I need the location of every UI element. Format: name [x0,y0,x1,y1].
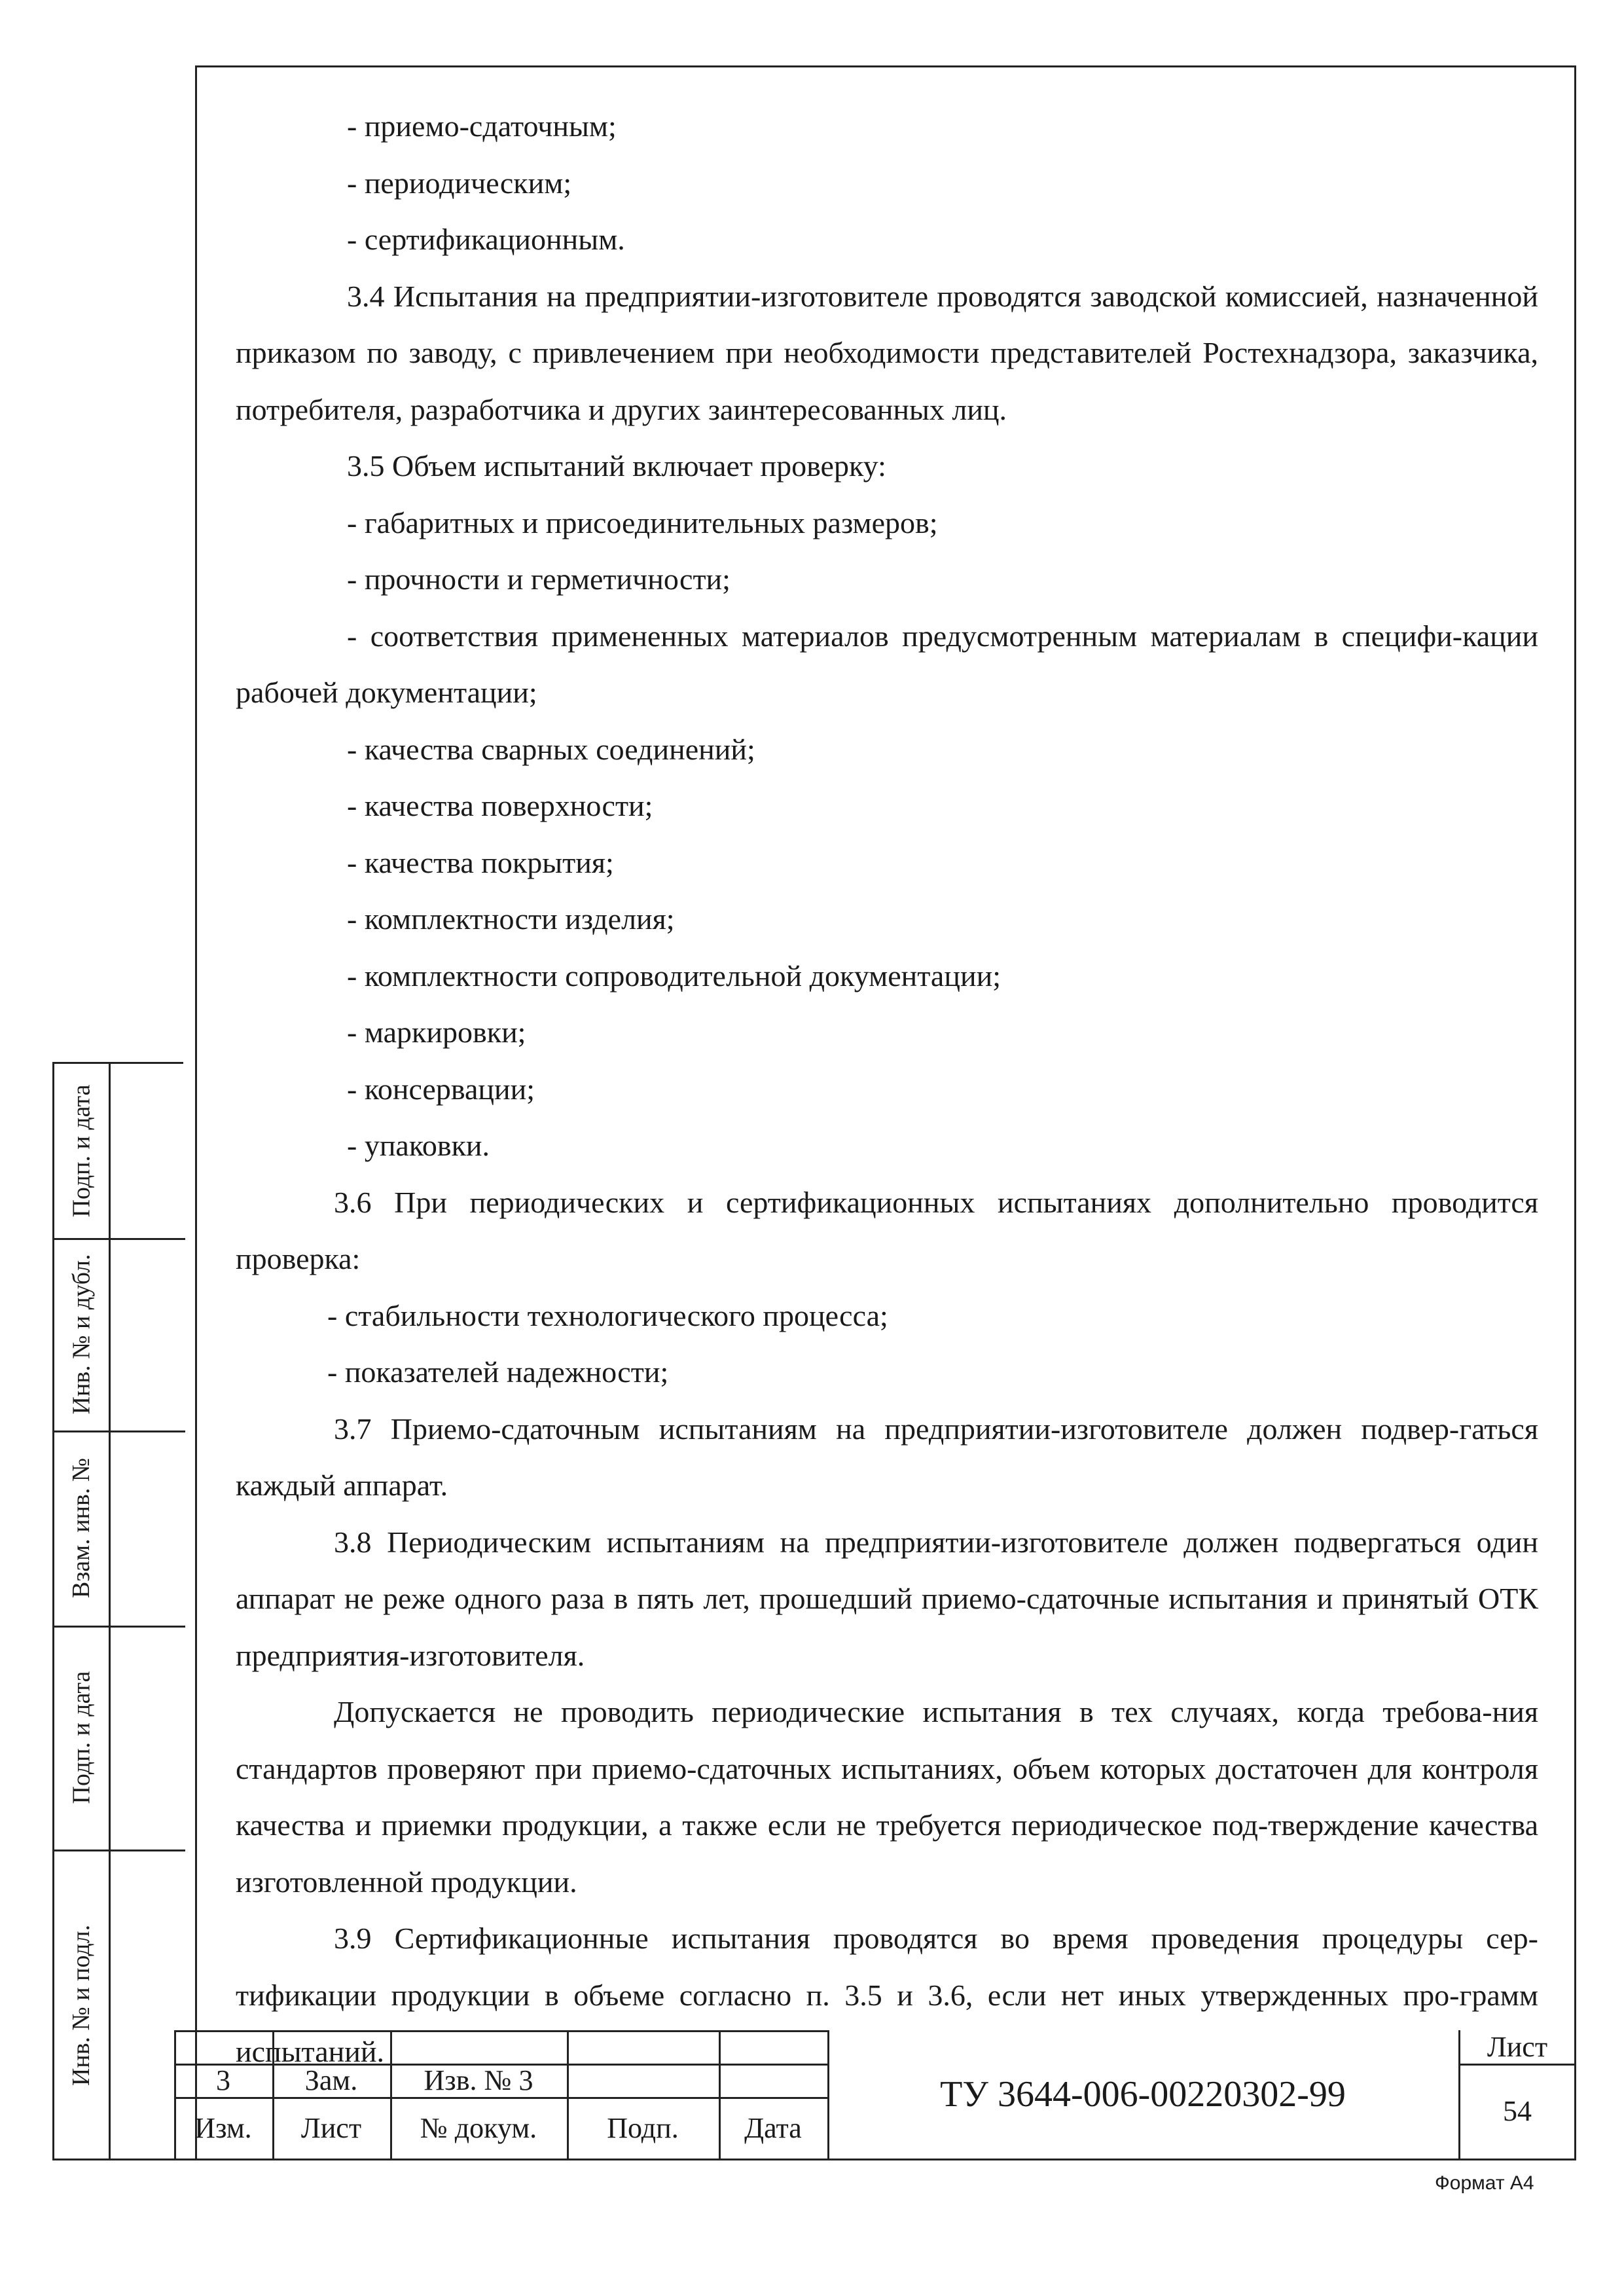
list-item: - стабильности технологического процесса; [327,1298,888,1332]
list-item: - периодическим; [347,166,572,200]
stamp-header-list: Лист [300,2111,362,2144]
paragraph: Допускается не проводить периодические испытания в тех случаях, когда требова-ния стандартов проверяют при приемо-сдаточных испытаниях, объем которых достаточен для контроля качества и приемки продукции, а также если не требуется периодическое под-тверждение качества изготовленной продукции. [236,1695,1538,1899]
list-item: - качества сварных соединений; [347,732,755,766]
side-label-podp-data-2: Подп. и дата [67,1671,96,1804]
list-item: - качества покрытия; [347,845,614,879]
side-label-podp-data: Подп. и дата [67,1084,96,1218]
list-item: - показателей надежности; [327,1355,669,1389]
document-designation: ТУ 3644-006-00220302-99 [940,2074,1346,2115]
list-item: - соответствия примененных материалов предусмотренным материалам в специфи-кации рабочей документации; [236,619,1538,709]
paragraph: 3.7 Приемо-сдаточным испытаниям на предприятии-изготовителе должен подвер-гаться каждый аппарат. [236,1412,1538,1502]
list-item: - комплектности сопроводительной документации; [347,958,1001,993]
paragraph: 3.4 Испытания на предприятии-изготовителе проводятся заводской комиссией, назначенной приказом по заводу, с привлечением при необходимости представителей Ростехнадзора, заказчика, потребителя, разработчика и других заинтересованных лиц. [236,279,1538,426]
side-label-inv-podl: Инв. № и подл. [67,1924,96,2086]
list-item: - приемо-сдаточным; [347,109,617,143]
format-label: Формат А4 [1435,2172,1534,2194]
list-item: - прочности и герметичности; [347,562,731,596]
stamp-header-podp: Подп. [607,2111,679,2144]
list-item: - комплектности изделия; [347,902,675,936]
stamp-header-izm: Изм. [194,2111,252,2144]
sheet-label: Лист [1487,2031,1548,2063]
paragraph: 3.5 Объем испытаний включает проверку: [347,449,886,483]
list-item: - консервации; [347,1072,535,1106]
sheet-number: 54 [1503,2095,1532,2127]
frame-bottom-line [52,2159,1576,2160]
paragraph: 3.6 При периодических и сертификационных испытаниях дополнительно проводится проверка: [236,1185,1538,1275]
title-block [174,2031,1576,2159]
paragraph: 3.9 Сертификационные испытания проводятся во время проведения процедуры сер-тификации продукции в объеме согласно п. 3.5 и 3.6, если нет иных утвержденных про-грамм испытаний. [236,1922,1538,2068]
paragraph: 3.8 Периодическим испытаниям на предприятии-изготовителе должен подвергаться один аппарат не реже одного раза в пять лет, прошедший приемо-сдаточные испытания и принятый ОТК предприятия-изготовителя. [236,1525,1538,1672]
side-label-inv-dubl: Инв. № и дубл. [67,1254,96,1415]
list-item: - упаковки. [347,1129,490,1162]
stamp-rev-doc: Изв. № 3 [424,2064,533,2096]
stamp-header-date: Дата [744,2111,802,2144]
list-item: - сертификационным. [347,223,625,256]
list-item: - габаритных и присоединительных размеров; [347,505,938,539]
side-label-vzam-inv: Взам. инв. № [67,1457,96,1599]
list-item: - качества поверхности; [347,789,653,822]
stamp-header-doc: № докум. [420,2111,537,2144]
list-item: - маркировки; [347,1015,526,1049]
stamp-rev-type: Зам. [304,2064,358,2096]
side-stamp [52,1062,183,2159]
document-body [236,98,1538,2081]
stamp-rev-num: 3 [216,2064,230,2096]
